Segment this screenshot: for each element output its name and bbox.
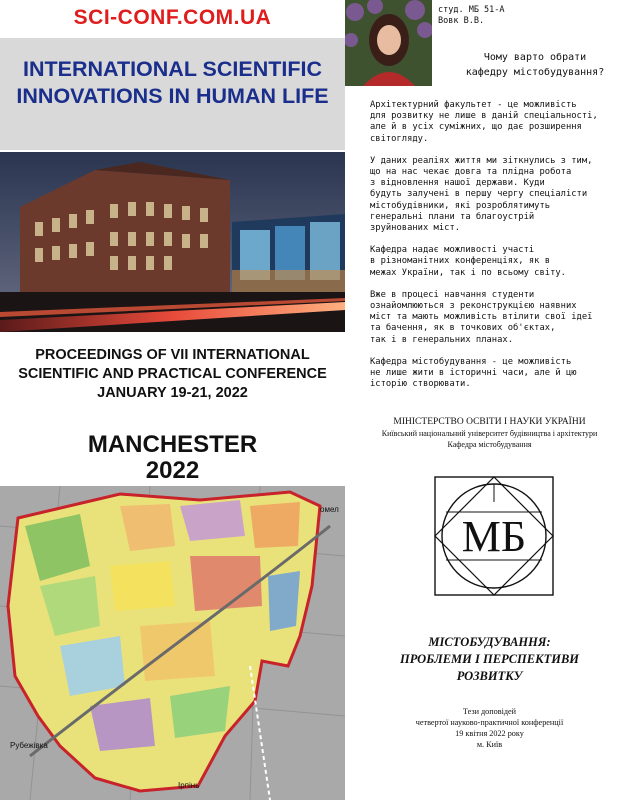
department-name: Кафедра містобудування: [447, 440, 532, 449]
thesis-line3: 19 квітня 2022 року: [455, 729, 524, 738]
thesis-line1: Тези доповідей: [462, 707, 517, 716]
why-heading-line1: Чому варто обрати: [483, 52, 587, 63]
ministry-name: МІНІСТЕРСТВО ОСВІТИ І НАУКИ УКРАЇНИ: [393, 417, 586, 427]
proceedings-line1: PROCEEDINGS OF VII INTERNATIONAL: [35, 347, 310, 363]
map-label-omel: омел: [320, 505, 339, 514]
city-master-plan-map: [0, 486, 345, 800]
reason-paragraph: Кафедра надає можливості участі в різноманітних конференціях, як в межах України, так і по всьому світу.: [370, 245, 566, 278]
why-heading-line2: кафедру містобудування?: [465, 67, 605, 78]
book-title-line3: РОЗВИТКУ: [456, 669, 523, 683]
university-name: Київський національний університет будівництва і архітектури: [381, 429, 598, 438]
why-heading: [440, 50, 630, 80]
student-name: Вовк В.В.: [438, 16, 485, 26]
master-plan-illustration: [0, 486, 345, 800]
proceedings-line2: SCIENTIFIC AND PRACTICAL CONFERENCE: [18, 366, 327, 382]
conference-title-line2: INNOVATIONS IN HUMAN LIFE: [16, 84, 329, 108]
conference-title-line1: INTERNATIONAL SCIENTIFIC: [22, 57, 322, 81]
reason-paragraph: Кафедра містобудування - це можливість не лише жити в історичні часи, але й цю історію створювати.: [370, 356, 577, 390]
ministry-header: [345, 416, 634, 450]
city-name: MANCHESTER: [87, 431, 258, 458]
thesis-line4: м. Київ: [476, 740, 503, 749]
student-group: студ. МБ 51-А: [438, 5, 505, 15]
reason-paragraph: Архітектурний факультет - це можливість для розвитку не лише в даній спеціальності, але й в усіх суміжних, що дає розширення світогляду.: [370, 100, 598, 144]
map-label-irpin: Ірпінь: [178, 781, 200, 790]
conference-title: [0, 56, 345, 110]
department-logo: [434, 476, 554, 596]
student-info: [438, 5, 505, 27]
student-portrait: [345, 0, 432, 86]
building-photo-illustration: [0, 152, 345, 332]
student-photo: [345, 0, 432, 86]
reason-paragraph: У даних реаліях життя ми зіткнулись з тим, що на нас чекає довга та плідна робота з відновлення нашої держави. Куди будуть залучені в першу чергу спеціалісти містобудівники, які розроблятимуть генеральні плани та благоустрій зруйнованих міст.: [370, 155, 593, 234]
logo-text: МБ: [461, 512, 527, 561]
proceedings-line3: JANUARY 19-21, 2022: [97, 385, 248, 401]
proceedings-text: [0, 346, 345, 403]
book-title-line1: МІСТОБУДУВАННЯ:: [428, 635, 551, 649]
city-year: 2022: [145, 457, 200, 484]
book-title-line2: ПРОБЛЕМИ І ПЕРСПЕКТИВИ: [399, 652, 580, 666]
book-title: [345, 634, 634, 685]
thesis-line2: четвертої науково-практичної конференції: [415, 718, 564, 727]
conference-city: [0, 432, 345, 484]
mb-logo-icon: [434, 476, 554, 596]
map-label-rubizhivka: Рубежівка: [10, 741, 48, 750]
reasons-text: [370, 100, 615, 401]
thesis-info: [345, 706, 634, 750]
building-photo: [0, 152, 345, 332]
reason-paragraph: Вже в процесі навчання студенти ознайомлюються з реконструкцією наявних міст та мають можливість втілити свої ідеї та бачення, як в точкових об'єктах, так і в генеральних планах.: [370, 289, 593, 345]
title-band: [0, 38, 345, 150]
site-name[interactable]: SCI-CONF.COM.UA: [0, 0, 345, 38]
